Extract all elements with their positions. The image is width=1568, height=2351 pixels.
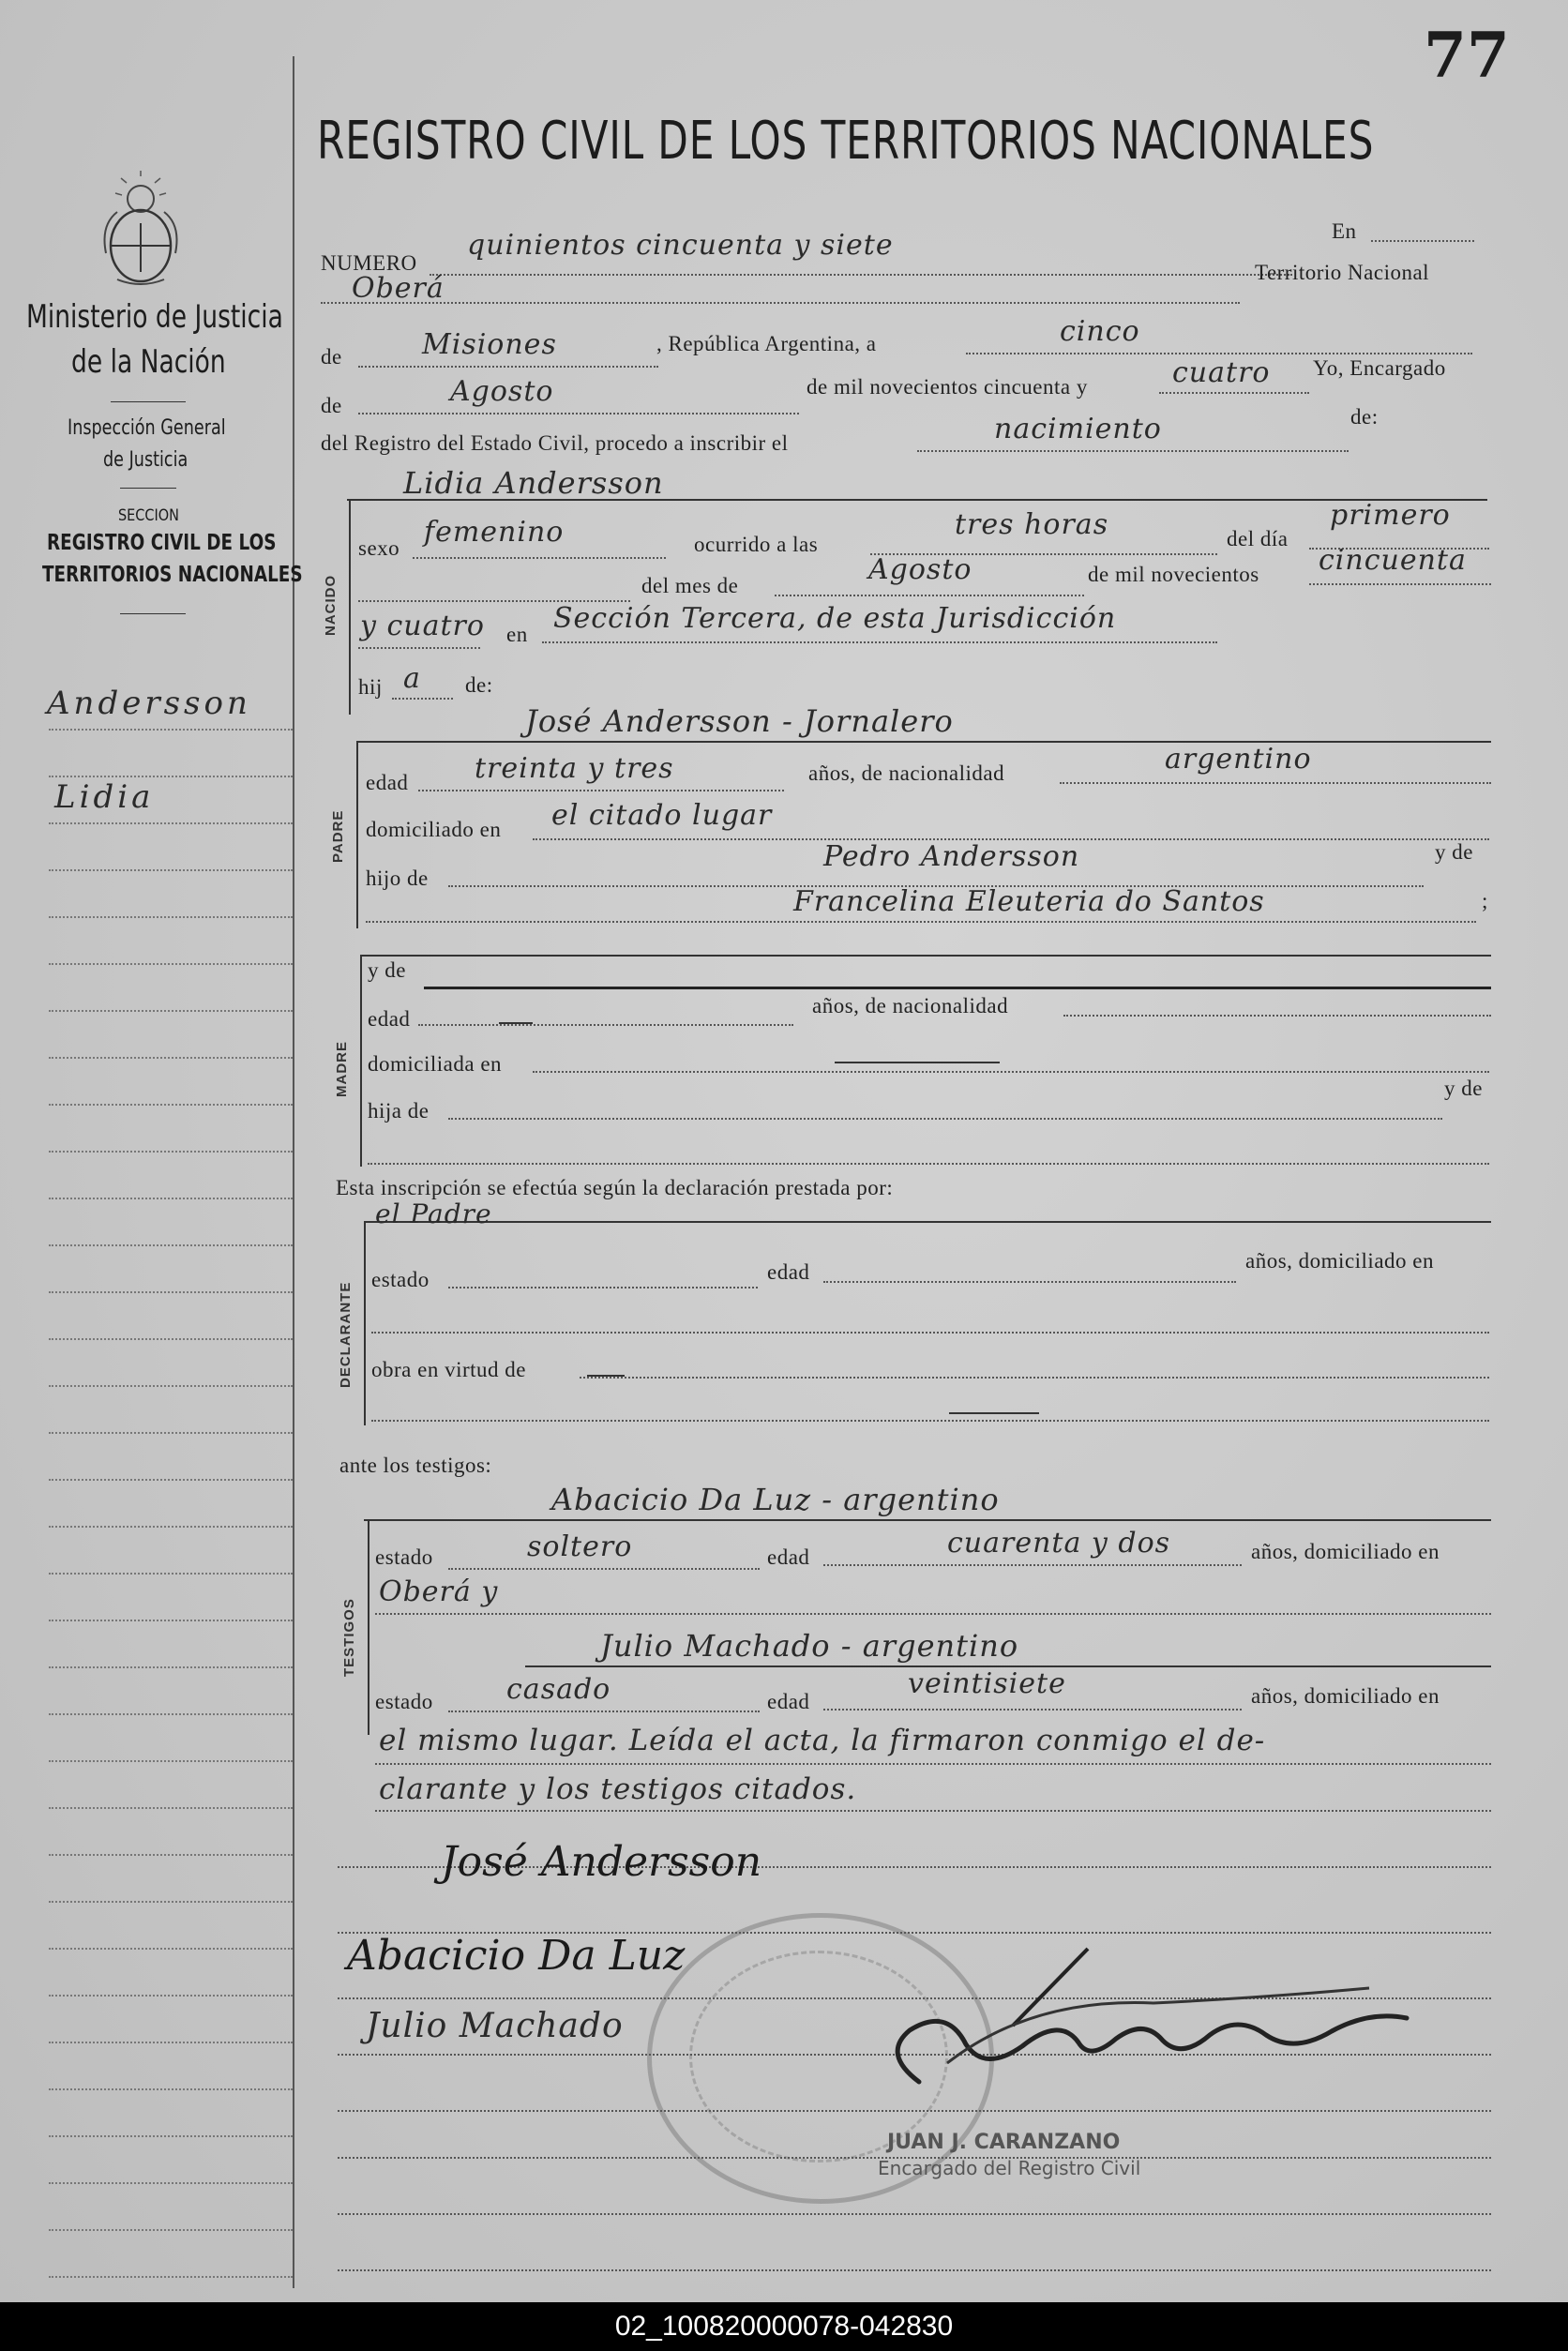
sexo-value: femenino [424,516,565,549]
official-signature-icon [844,1941,1425,2110]
testigo2-edad-value: veintisiete [908,1667,1066,1700]
sidebar-ruled-line [49,1665,293,1668]
inspeccion-line-1: Inspección General [68,416,226,440]
act-value: nacimiento [994,413,1162,445]
declarante-obra-label: obra en virtud de [371,1358,526,1381]
column-divider [293,56,294,2288]
witness1-value: Abacicio Da Luz - argentino [551,1482,1000,1517]
testigo1-estado-label: estado [375,1545,433,1569]
mil-label: de mil novecientos [1088,563,1259,586]
seccion-label: SECCION [118,506,179,525]
padre-hijo-label: hijo de [366,867,429,890]
hij-label: hij [358,675,383,699]
padre-semicolon: ; [1482,889,1488,912]
padre-nacionalidad-value: argentino [1165,743,1312,776]
inspeccion-line-2: de Justicia [103,448,188,472]
sidebar-divider-3 [120,613,186,614]
month-value: Agosto [450,375,554,408]
sidebar-ruled-line [49,1619,293,1621]
padre-domiciliado-value: el citado lugar [551,799,773,832]
declarante-value: el Padre [375,1198,492,1229]
signature-julio-machado: Julio Machado [366,2007,624,2045]
sidebar-ruled-line [49,1290,293,1293]
testigo1-edad-value: cuarenta y dos [947,1527,1171,1560]
declarante-estado-label: estado [371,1268,430,1291]
testigos-intro: ante los testigos: [339,1454,492,1477]
declarante-edad-label: edad [767,1260,810,1284]
sidebar-ruled-line [49,2228,293,2231]
declarante-intro: Esta inscripción se efectúa según la declaración prestada por: [336,1176,894,1199]
padre-domiciliado-label: domiciliado en [366,818,502,841]
sidebar-ruled-line [49,2041,293,2043]
madre-hija-label: hija de [368,1099,430,1123]
sidebar-ruled-line [49,915,293,918]
sidebar-ruled-line [49,2275,293,2278]
image-id-footer: 02_100820000078-042830 [0,2302,1568,2351]
mes-value: Agosto [868,553,972,586]
declarante-side-label: DECLARANTE [338,1281,354,1388]
day-value: cinco [1060,315,1140,348]
padre-anios-label: años, de nacionalidad [808,761,1005,785]
sidebar-ruled-line [49,1337,293,1340]
del-mes-label: del mes de [641,574,739,597]
place-value: Oberá [352,272,445,305]
republica-label: , República Argentina, a [656,332,877,355]
sidebar-ruled-line [49,2134,293,2137]
signature-jose-andersson: José Andersson [441,1838,762,1886]
en-label-nacido: en [506,623,528,646]
sidebar-ruled-line [49,1572,293,1575]
hij-value: a [403,662,421,695]
sidebar-ruled-line [49,1243,293,1246]
padre-side-label: PADRE [330,809,346,863]
de3-label: de: [1350,405,1379,429]
testigo2-estado-label: estado [375,1690,433,1713]
numero-value: quinientos cincuenta y siete [467,229,894,262]
sidebar-ruled-line [49,868,293,871]
coat-of-arms-icon [98,169,183,291]
page-number: 77 [1424,19,1510,92]
official-name: JUAN J. CARANZANO [887,2131,1121,2154]
child-name: Lidia Andersson [403,465,664,501]
closing-line-1: el mismo lugar. Leída el acta, la firmaron conmigo el de- [379,1724,1266,1757]
sidebar-ruled-line [49,1197,293,1199]
testigo1-edad-label: edad [767,1545,810,1569]
sidebar-ruled-line [49,1384,293,1387]
nacido-side-label: NACIDO [323,574,339,636]
madre-edad-label: edad [368,1007,411,1031]
hour-value: tres horas [955,508,1109,541]
madre-y-de-label: y de [368,958,406,982]
del-dia-label: del día [1227,527,1289,550]
yo-label: Yo, Encargado [1313,356,1446,380]
sidebar-ruled-line [49,1525,293,1528]
sidebar-ruled-line [49,1900,293,1903]
padre-y-de-label: y de [1435,840,1473,864]
sexo-label: sexo [358,536,400,560]
de-label-nacido: de: [465,673,493,697]
witness2-value: Julio Machado - argentino [600,1628,1019,1664]
de2-label: de [321,394,342,417]
sidebar-divider [111,401,186,402]
de-label: de [321,345,342,369]
madre-anios-label: años, de nacionalidad [812,994,1009,1017]
dia-value: primero [1330,499,1451,532]
registro-line-2: TERRITORIOS NACIONALES [42,563,303,587]
testigo1-anios-label: años, domiciliado en [1251,1540,1440,1563]
province-value: Misiones [422,328,557,361]
ministry-line-1: Ministerio de Justicia [26,298,283,336]
testigo2-estado-value: casado [506,1673,611,1706]
madre-domiciliada-label: domiciliada en [368,1052,503,1076]
padre-father-value: Pedro Andersson [823,840,1080,873]
sidebar-ruled-line [49,1759,293,1762]
anio-value-2: y cuatro [360,610,485,642]
sidebar-ruled-line [49,1009,293,1012]
sidebar-ruled-line [49,728,293,731]
sidebar-divider-2 [120,488,176,489]
en-label: En [1332,219,1357,243]
madre-y-de2-label: y de [1444,1077,1483,1100]
signature-abacicio-da-luz: Abacicio Da Luz [347,1932,686,1980]
document-title: REGISTRO CIVIL DE LOS TERRITORIOS NACIONALES [317,111,1375,172]
father-name: José Andersson - Jornalero [525,703,954,739]
lugar-value: Sección Tercera, de esta Jurisdicción [553,602,1117,635]
territorio-label: Territorio Nacional [1255,261,1430,284]
sidebar-ruled-line [49,1712,293,1715]
sidebar-ruled-line [49,1056,293,1059]
testigo2-anios-label: años, domiciliado en [1251,1684,1440,1708]
sidebar-ruled-line [49,2087,293,2090]
closing-line-2: clarante y los testigos citados. [379,1772,857,1806]
padre-edad-label: edad [366,771,409,794]
numero-label: NUMERO [321,251,417,275]
sidebar-surname: Andersson [47,685,251,722]
testigo2-edad-label: edad [767,1690,810,1713]
anio-value: cincuenta [1319,544,1467,577]
sidebar-ruled-line [49,1103,293,1106]
year-value: cuatro [1172,356,1271,389]
sidebar-ruled-line [49,1994,293,1997]
registro-line-1: REGISTRO CIVIL DE LOS [47,531,277,555]
sidebar-ruled-line [49,1947,293,1950]
sidebar-ruled-line [49,1150,293,1153]
sidebar-ruled-line [49,1806,293,1809]
sidebar-ruled-line [49,1478,293,1481]
sidebar-ruled-line [49,1853,293,1856]
sidebar-ruled-line [49,2181,293,2184]
sidebar-ruled-line [49,775,293,777]
year-text: de mil novecientos cincuenta y [807,375,1088,399]
sidebar-ruled-line [49,962,293,965]
declarante-anios-label: años, domiciliado en [1245,1249,1434,1273]
testigo1-domicilio-value: Oberá y [379,1575,499,1608]
registro-text: del Registro del Estado Civil, procedo a inscribir el [321,431,789,455]
padre-edad-value: treinta y tres [475,752,674,785]
madre-side-label: MADRE [334,1041,350,1097]
testigos-side-label: TESTIGOS [341,1598,357,1677]
sidebar-ruled-line [49,821,293,824]
official-title: Encargado del Registro Civil [878,2157,1141,2179]
ministry-line-2: de la Nación [71,343,226,381]
ocurrido-label: ocurrido a las [694,533,819,556]
testigo1-estado-value: soltero [527,1530,633,1563]
padre-mother-value: Francelina Eleuteria do Santos [793,885,1265,918]
sidebar-ruled-line [49,1431,293,1434]
sidebar-given-name: Lidia [54,778,155,816]
